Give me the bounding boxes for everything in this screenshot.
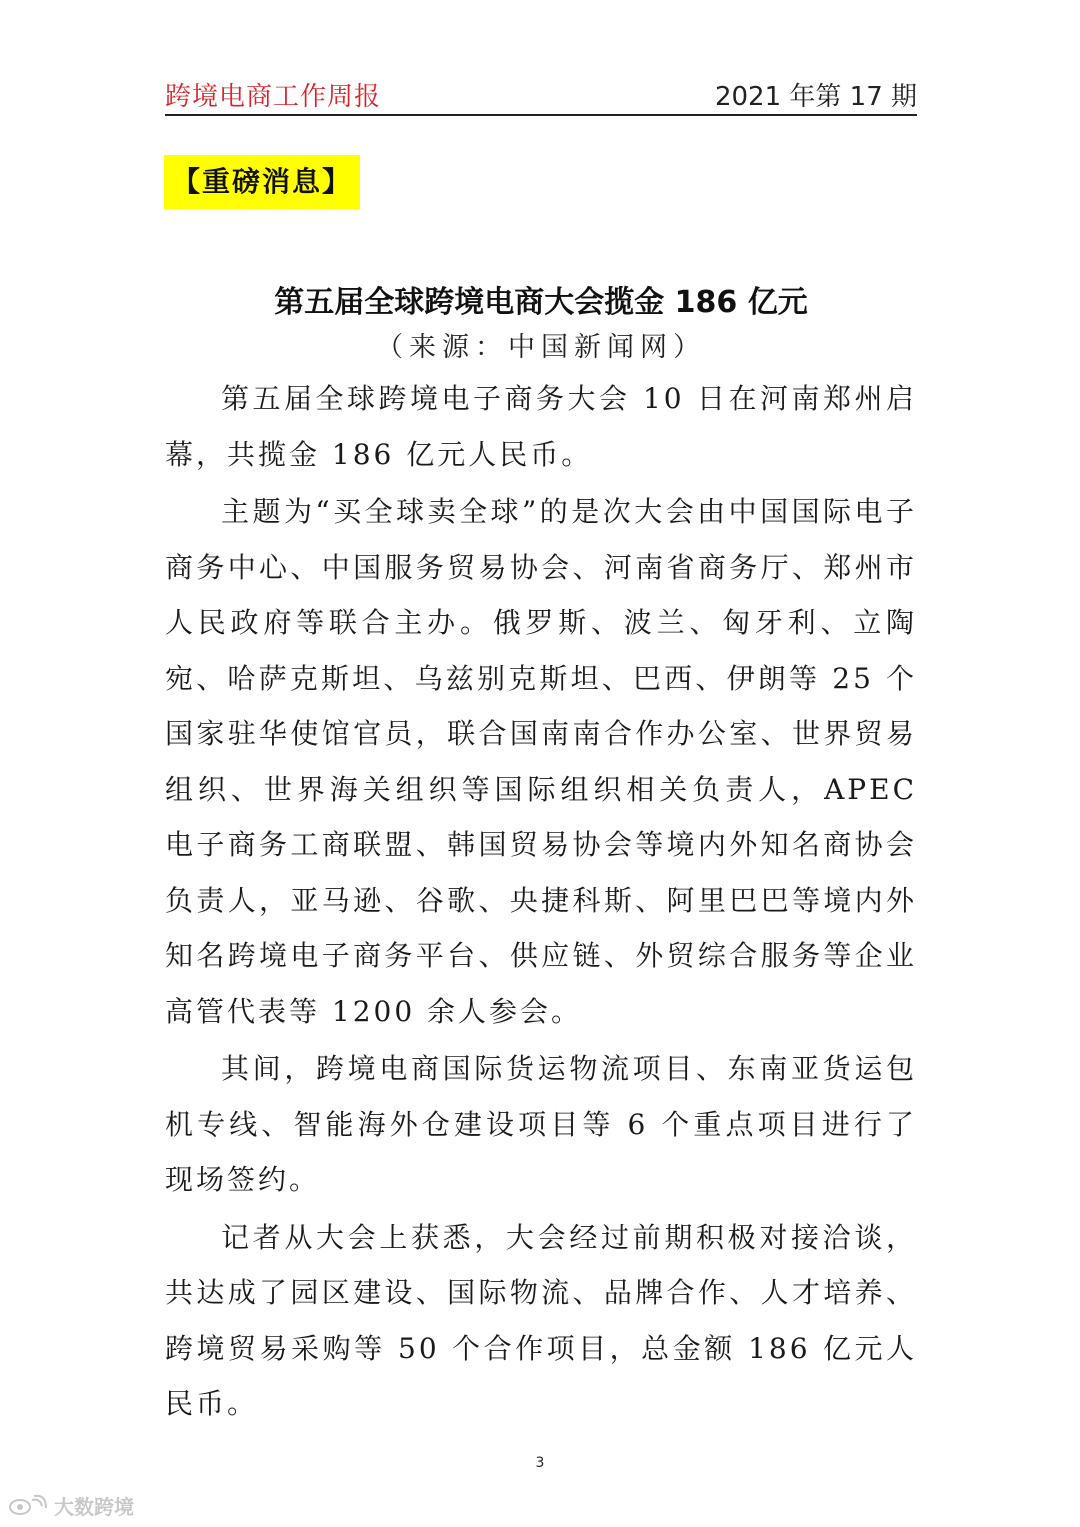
article-paragraph: 主题为“买全球卖全球”的是次大会由中国国际电子商务中心、中国服务贸易协会、河南省商务厅、郑州市人民政府等联合主办。俄罗斯、波兰、匈牙利、立陶宛、哈萨克斯坦、乌兹别克斯坦、巴西、伊朗等 25 个国家驻华使馆官员，联合国南南合作办公室、世界贸易组织、世界海关组织等国际组织相关负责人，APEC 电子商务工商联盟、韩国贸易协会等境内外知名商协会负责人，亚马逊、谷歌、央捷科斯、阿里巴巴等境内外知名跨境电子商务平台、供应链、外贸综合服务等企业高管代表等 1200 余人参会。 <box>165 495 917 1028</box>
weibo-logo-icon <box>8 1494 48 1516</box>
article-title: 第五届全球跨境电商大会揽金 186 亿元 <box>274 285 808 320</box>
issue-number: 2021 年第 17 期 <box>714 82 917 112</box>
article-paragraph: 其间，跨境电商国际货运物流项目、东南亚货运包机专线、智能海外仓建设项目等 6 个重点项目进行了现场签约。 <box>165 1052 917 1196</box>
watermark-text: 大数跨境 <box>54 1494 134 1519</box>
article-body <box>165 371 917 1432</box>
page-header <box>165 74 917 116</box>
article-paragraph: 记者从大会上获悉，大会经过前期积极对接洽谈，共达成了园区建设、国际物流、品牌合作、人才培养、跨境贸易采购等 50 个合作项目，总金额 186 亿元人民币。 <box>165 1220 917 1420</box>
section-tag: 【重磅消息】 <box>164 155 360 209</box>
publication-name: 跨境电商工作周报 <box>165 82 382 112</box>
article-source: （来源：中国新闻网） <box>376 332 706 363</box>
page-number: 3 <box>535 1455 545 1471</box>
watermark <box>8 1490 134 1520</box>
article-paragraph: 第五届全球跨境电子商务大会 10 日在河南郑州启幕，共揽金 186 亿元人民币。 <box>165 382 917 471</box>
